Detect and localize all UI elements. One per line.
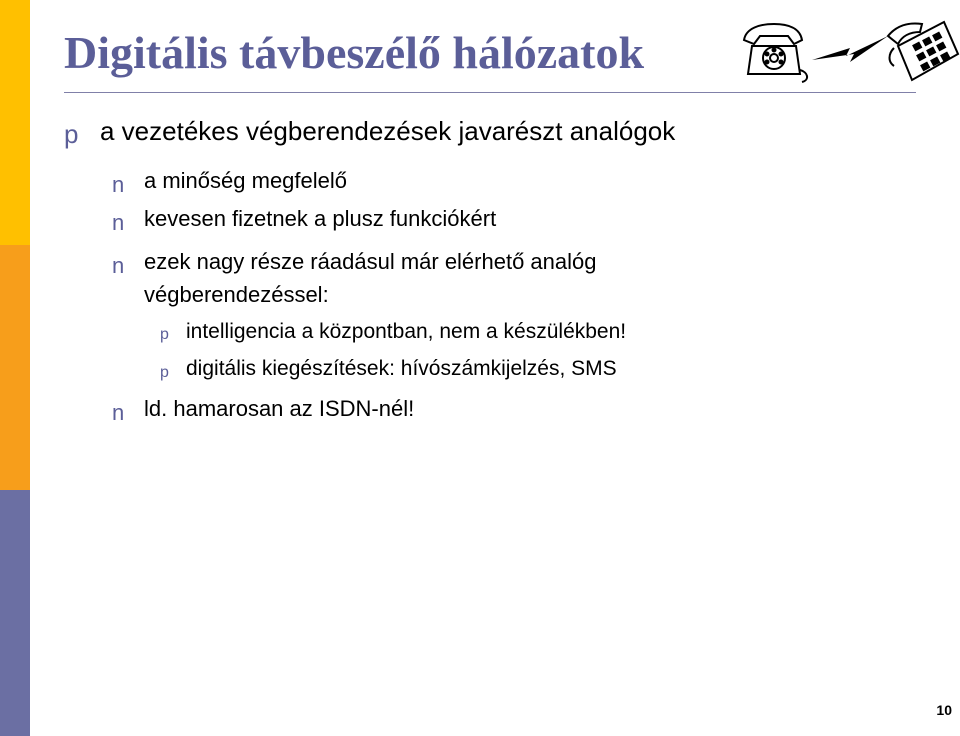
bullet-marker: n (112, 210, 125, 235)
bullet-item: ld. hamarosan az ISDN-nél! (144, 396, 415, 421)
push-button-telephone-icon (888, 22, 958, 80)
accent-bar-purple (0, 490, 30, 736)
bullet-item: intelligencia a központban, nem a készülékben! (186, 320, 627, 343)
bullet-item: kevesen fizetnek a plusz funkciókért (144, 206, 497, 231)
bullet-item: a minőség megfelelő (144, 168, 348, 193)
lightning-bolt-icon (812, 36, 888, 62)
bullet-marker: n (112, 172, 125, 197)
telephone-clipart (738, 14, 960, 93)
bullet-marker: p (64, 119, 79, 149)
bullet-item: digitális kiegészítések: hívószámkijelzés, SMS (186, 357, 617, 380)
bullet-marker: p (160, 326, 169, 343)
accent-bar-orange (0, 245, 30, 490)
bullet-marker: p (160, 364, 169, 381)
bullet-item: a vezetékes végberendezések javarészt analógok (100, 116, 676, 146)
bullet-marker: n (112, 400, 125, 425)
bullet-item: ezek nagy része ráadásul már elérhető analóg (144, 249, 597, 274)
slide-title: Digitális távbeszélő hálózatok (64, 27, 645, 78)
bullet-marker: n (112, 253, 125, 278)
bullet-item-continuation: végberendezéssel: (144, 282, 329, 307)
page-number: 10 (936, 702, 952, 718)
accent-bar-yellow (0, 0, 30, 245)
rotary-telephone-icon (744, 24, 807, 82)
